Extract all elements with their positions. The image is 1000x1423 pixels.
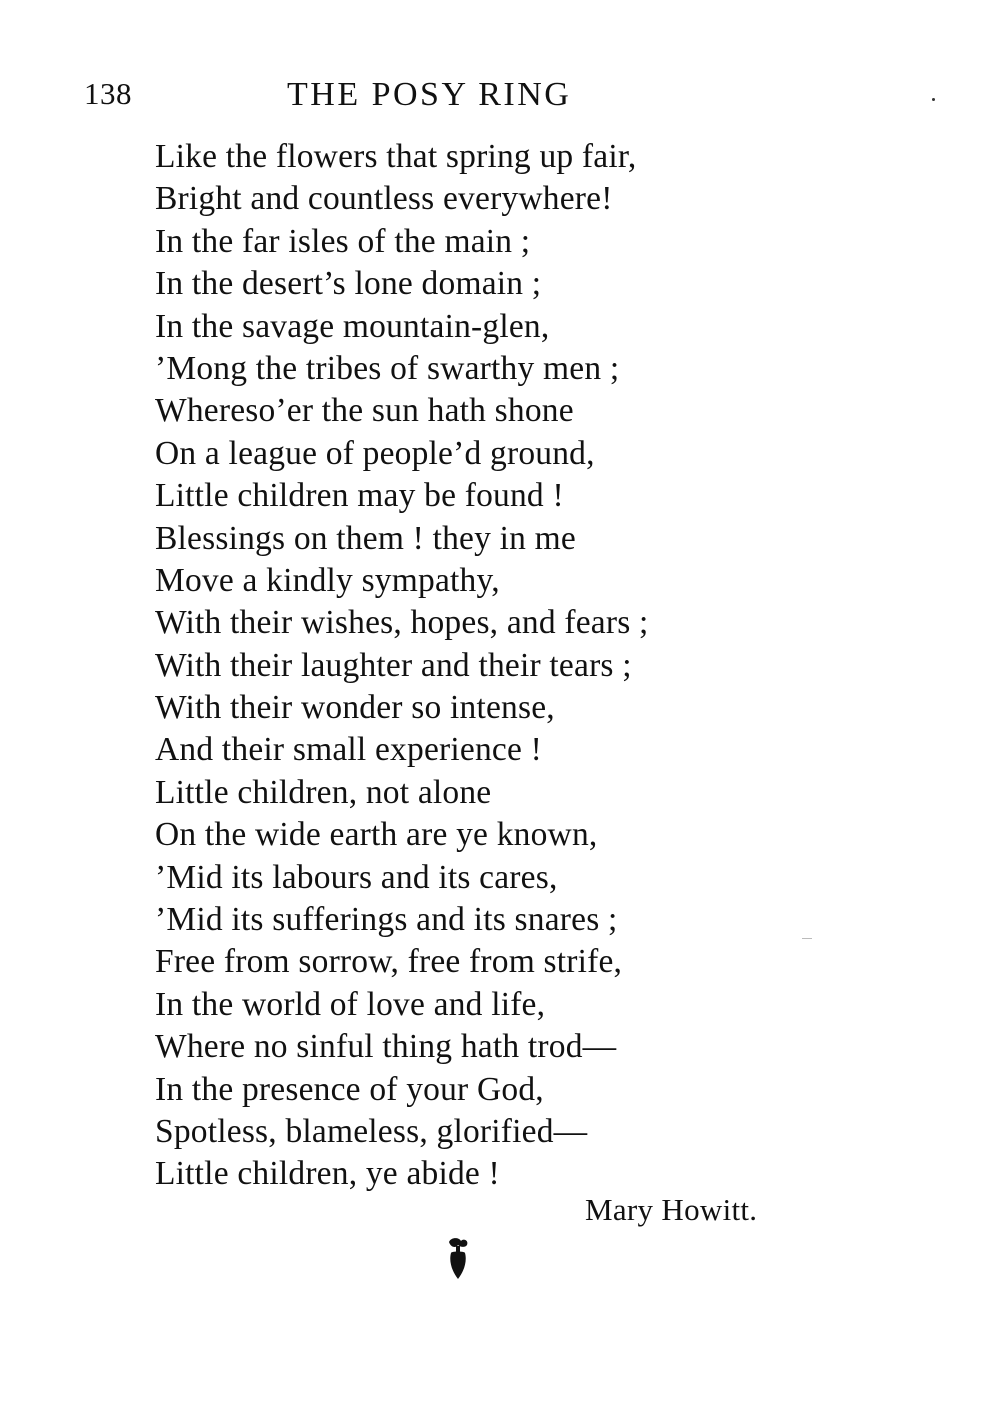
fleuron-icon [445,1236,471,1280]
poem-line: Little children, not alone [155,773,492,811]
print-speck [932,98,935,101]
poem-line: Little children may be found ! [155,477,564,515]
poem-author: Mary Howitt. [585,1192,758,1227]
poem-line: Like the flowers that spring up fair, [155,138,637,175]
poem-line: Spotless, blameless, glorified— [155,1112,588,1150]
poem-line: Free from sorrow, free from strife, [155,943,623,981]
poem-line: ’Mid its sufferings and its snares ; [155,901,618,939]
poem-line: Move a kindly sympathy, [155,561,500,599]
running-title: THE POSY RING [287,76,572,113]
poem-line: Bright and countless everywhere! [155,180,613,218]
poem-body [155,136,649,1196]
poem-line: In the savage mountain-glen, [155,307,550,345]
print-speck [802,938,812,939]
poem-line: Whereso’er the sun hath shone [155,392,574,430]
poem-line: Where no sinful thing hath trod— [155,1028,617,1066]
poem-line: In the desert’s lone domain ; [155,265,542,303]
poem-line: With their wishes, hopes, and fears ; [155,604,649,642]
poem-line: In the world of love and life, [155,985,546,1023]
poem-line: With their laughter and their tears ; [155,646,632,684]
poem-line: Little children, ye abide ! [155,1155,500,1193]
poem-line: On the wide earth are ye known, [155,816,598,854]
poem-line: ’Mong the tribes of swarthy men ; [155,349,620,387]
poem-line: In the presence of your God, [155,1070,544,1108]
poem-line: ’Mid its labours and its cares, [155,858,558,896]
poem-line: And their small experience ! [155,731,542,769]
poem-line: Blessings on them ! they in me [155,519,576,557]
poem-line: On a league of people’d ground, [155,434,595,472]
page-number: 138 [84,76,132,111]
poem-line: In the far isles of the main ; [155,222,531,260]
poem-line: With their wonder so intense, [155,689,555,727]
